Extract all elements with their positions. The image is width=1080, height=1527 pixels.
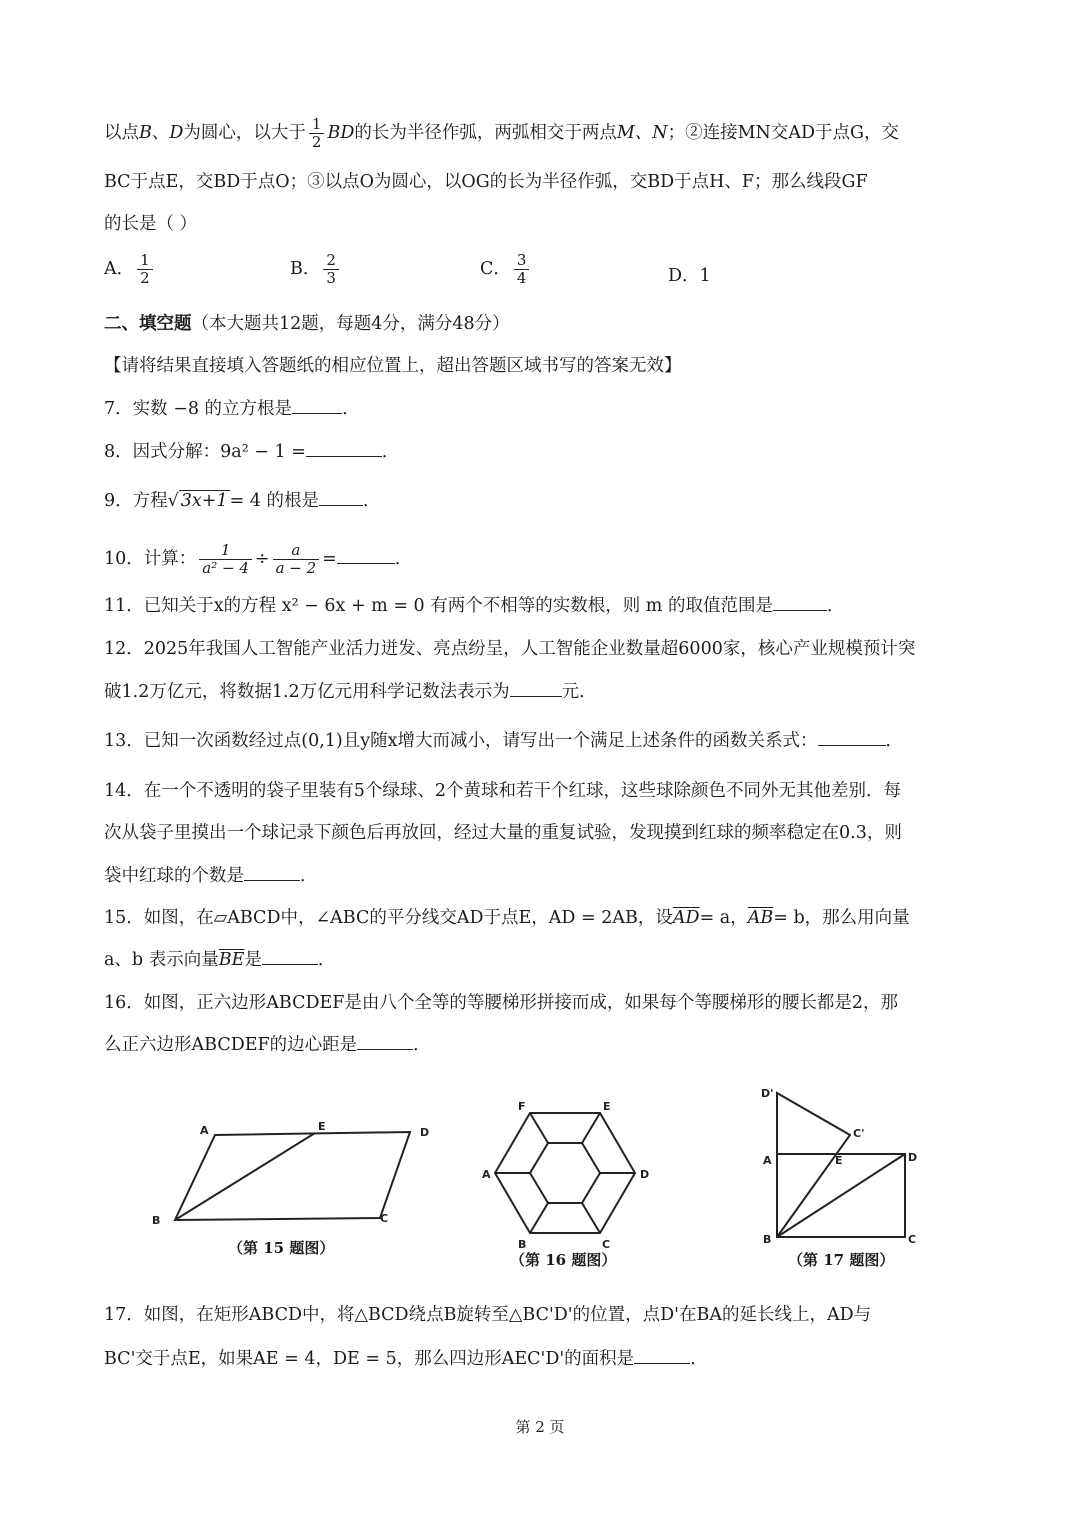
label-b: B (152, 1214, 161, 1227)
question-10: 10．计算： $\frac{1}{\text{a² − 4}}$ ÷ $\frac{a}{a - 2}$ = ． (104, 541, 413, 577)
question-17-line2: BC'交于点E，如果AE = 4，DE = 5，那么四边形AEC'D'的面积是 ． (104, 1349, 708, 1369)
figure-16-hexagon (478, 1098, 658, 1253)
label-a: A (200, 1124, 209, 1137)
label-a: A (482, 1168, 491, 1181)
label-b: B (763, 1233, 772, 1245)
section-heading: 二、填空题（本大题共12题，每题4分，满分48分） (104, 314, 510, 334)
label-d: D (908, 1151, 918, 1164)
question-7: 7．实数 −8 的立方根是 ． (104, 399, 360, 419)
question-8: 8．因式分解：9a² − 1 = ． (104, 442, 400, 462)
question-14-line1: 14．在一个不透明的袋子里装有5个绿球、2个黄球和若干个红球，这些球除颜色不同外无其他差别．每 (104, 781, 902, 801)
inner-hexagon (530, 1143, 600, 1203)
question-14-line2: 次从袋子里摸出一个球记录下颜色后再放回，经过大量的重复试验，发现摸到红球的频率稳定在0.3，则 (104, 823, 902, 843)
question-17-line1: 17．如图，在矩形ABCD中，将△BCD绕点B旋转至△BC'D'的位置，点D'在BA的延长线上，AD与 (104, 1305, 872, 1325)
question-12-line2: 破1.2万亿元，将数据1.2万亿元用科学记数法表示为 元． (104, 682, 597, 702)
q6-option-d: D．1 (668, 266, 711, 286)
label-c-prime: C' (853, 1127, 865, 1140)
label-e: E (835, 1154, 843, 1167)
label-e: E (603, 1100, 611, 1113)
label-c: C (908, 1233, 917, 1245)
label-d-prime: D' (761, 1087, 774, 1100)
figure-17-rectangle (755, 1085, 935, 1245)
label-a: A (763, 1154, 772, 1167)
figure-17-caption: （第 17 题图） (788, 1251, 895, 1269)
question-16-line1: 16．如图，正六边形ABCDEF是由八个全等的等腰梯形拼接而成，如果每个等腰梯形的腰长都是2，那 (104, 993, 899, 1013)
figure-15-caption: （第 15 题图） (228, 1239, 335, 1257)
q6-option-a: A． $\frac{1}{2}$ (104, 252, 156, 287)
question-11: 11．已知关于x的方程 x² − 6x + m = 0 有两个不相等的实数根，则 m 的取值范围是 ． (104, 596, 845, 616)
question-13: 13．已知一次函数经过点(0,1)且y随x增大而减小，请写出一个满足上述条件的函数关系式： ． (104, 731, 904, 751)
page-number: 第 2 页 (515, 1418, 565, 1436)
question-15-line2: a、b 表示向量$\overline{BE}$是 ． (104, 950, 336, 970)
label-f: F (518, 1100, 526, 1113)
figure-16-caption: （第 16 题图） (510, 1251, 617, 1269)
q6-line3: 的长是（ ） (104, 214, 198, 234)
question-15-line1: 15．如图，在▱ABCD中，∠ABC的平分线交AD于点E，AD = 2AB，设$\overline{AD}= a$，$\overline{AB}= b$，那么用向量 (104, 908, 910, 928)
label-d: D (640, 1168, 650, 1181)
label-e: E (318, 1120, 326, 1133)
figure-15-parallelogram (140, 1110, 450, 1240)
section-instruction: 【请将结果直接填入答题纸的相应位置上，超出答题区域书写的答案无效】 (104, 356, 682, 376)
q6-option-b: B． $\frac{2}{3}$ (290, 252, 342, 287)
q6-option-c: C． $\frac{3}{4}$ (480, 252, 532, 287)
q6-line1: 以点B、D为圆心，以大于 $\frac{1}{2}$ BD的长为半径作弧，两弧相交于两点M、N；②连接MN交AD于点G，交 (104, 115, 899, 151)
label-d: D (420, 1126, 430, 1139)
question-9: 9．方程√ 3x+1 = 4 的根是 ． (104, 491, 381, 511)
half-fraction: $\frac{1}{2}$ (309, 116, 325, 151)
question-14-line3: 袋中红球的个数是 ． (104, 866, 318, 886)
question-16-line2: 么正六边形ABCDEF的边心距是 ． (104, 1035, 431, 1055)
label-c: C (380, 1212, 389, 1225)
parallelogram-abcd (175, 1132, 410, 1220)
label-c: C (602, 1238, 611, 1251)
label-b: B (518, 1238, 527, 1251)
q6-line2: BC于点E，交BD于点O；③以点O为圆心，以OG的长为半径作弧，交BD于点H、F；那么线段GF (104, 172, 868, 192)
question-12-line1: 12．2025年我国人工智能产业活力迸发、亮点纷呈，人工智能企业数量超6000家，核心产业规模预计突 (104, 639, 916, 659)
